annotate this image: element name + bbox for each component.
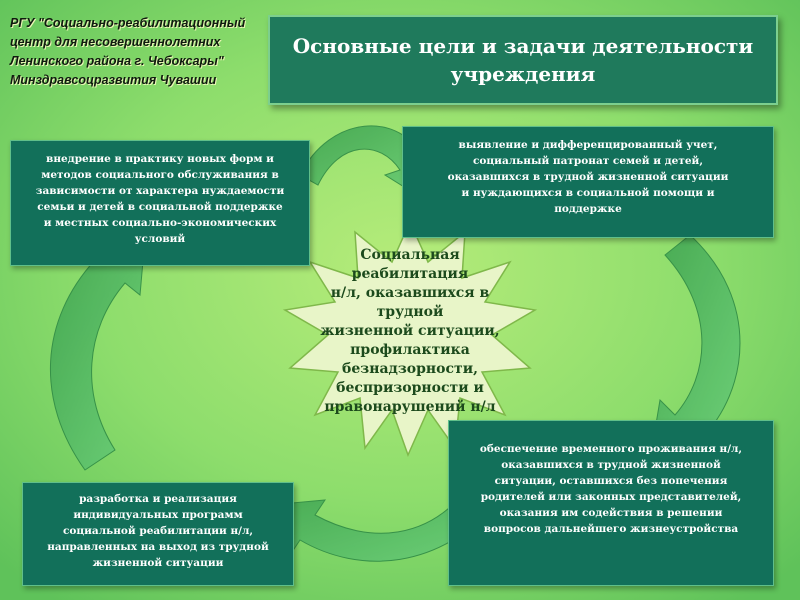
task-line: индивидуальных программ bbox=[73, 509, 243, 521]
task-line: оказавшихся в трудной жизненной ситуации bbox=[447, 171, 729, 183]
center-line: правонарушений н/л bbox=[324, 399, 496, 415]
task-line: и нуждающихся в социальной помощи и bbox=[461, 187, 715, 199]
task-line: семьи и детей в социальной поддержке bbox=[37, 201, 283, 213]
task-line: и местных социально-экономических bbox=[43, 217, 277, 229]
task-line: выявление и дифференцированный учет, bbox=[458, 139, 718, 151]
organization-name bbox=[10, 14, 260, 90]
task-line: родителей или законных представителей, bbox=[480, 491, 742, 503]
task-line: направленных на выход из трудной bbox=[47, 541, 269, 553]
organization-line: Минздравсоцразвития Чувашии bbox=[10, 73, 217, 87]
organization-line: Ленинского района г. Чебоксары" bbox=[10, 54, 224, 68]
center-line: н/л, оказавшихся в bbox=[330, 285, 490, 301]
task-line: вопросов дальнейшего жизнеустройства bbox=[483, 523, 739, 535]
organization-line: РГУ "Социально-реабилитационный bbox=[10, 16, 246, 30]
task-line: социальный патронат семей и детей, bbox=[473, 155, 703, 167]
center-line: профилактика bbox=[350, 342, 470, 358]
task-line: внедрение в практику новых форм и bbox=[46, 153, 274, 165]
title-line: Основные цели и задачи деятельности bbox=[292, 34, 754, 58]
center-line: безнадзорности, bbox=[342, 361, 478, 377]
center-line: жизненной ситуации, bbox=[320, 323, 500, 339]
task-box-bottom-right bbox=[448, 420, 774, 586]
title-box bbox=[268, 15, 778, 105]
task-line: социальной реабилитации н/л, bbox=[62, 525, 254, 537]
task-box-top-left bbox=[10, 140, 310, 266]
task-line: жизненной ситуации bbox=[92, 557, 224, 569]
task-line: поддержке bbox=[554, 203, 622, 215]
center-line: Социальная bbox=[360, 247, 460, 263]
task-line: разработка и реализация bbox=[79, 493, 237, 505]
task-line: условий bbox=[134, 233, 186, 245]
center-goal bbox=[300, 246, 520, 417]
task-box-top-right bbox=[402, 126, 774, 238]
title-line: учреждения bbox=[450, 62, 596, 86]
task-line: оказавшихся в трудной жизненной bbox=[501, 459, 721, 471]
task-line: оказания им содействия в решении bbox=[499, 507, 723, 519]
task-line: обеспечение временного проживания н/л, bbox=[479, 443, 743, 455]
center-line: реабилитация bbox=[351, 266, 469, 282]
task-line: методов социального обслуживания в bbox=[41, 169, 279, 181]
organization-line: центр для несовершеннолетних bbox=[10, 35, 221, 49]
center-line: беспризорности и bbox=[336, 380, 484, 396]
task-line: ситуации, оставшихся без попечения bbox=[494, 475, 728, 487]
task-line: зависимости от характера нуждаемости bbox=[35, 185, 285, 197]
page-title bbox=[288, 32, 758, 88]
task-box-bottom-left bbox=[22, 482, 294, 586]
center-line: трудной bbox=[376, 304, 444, 320]
